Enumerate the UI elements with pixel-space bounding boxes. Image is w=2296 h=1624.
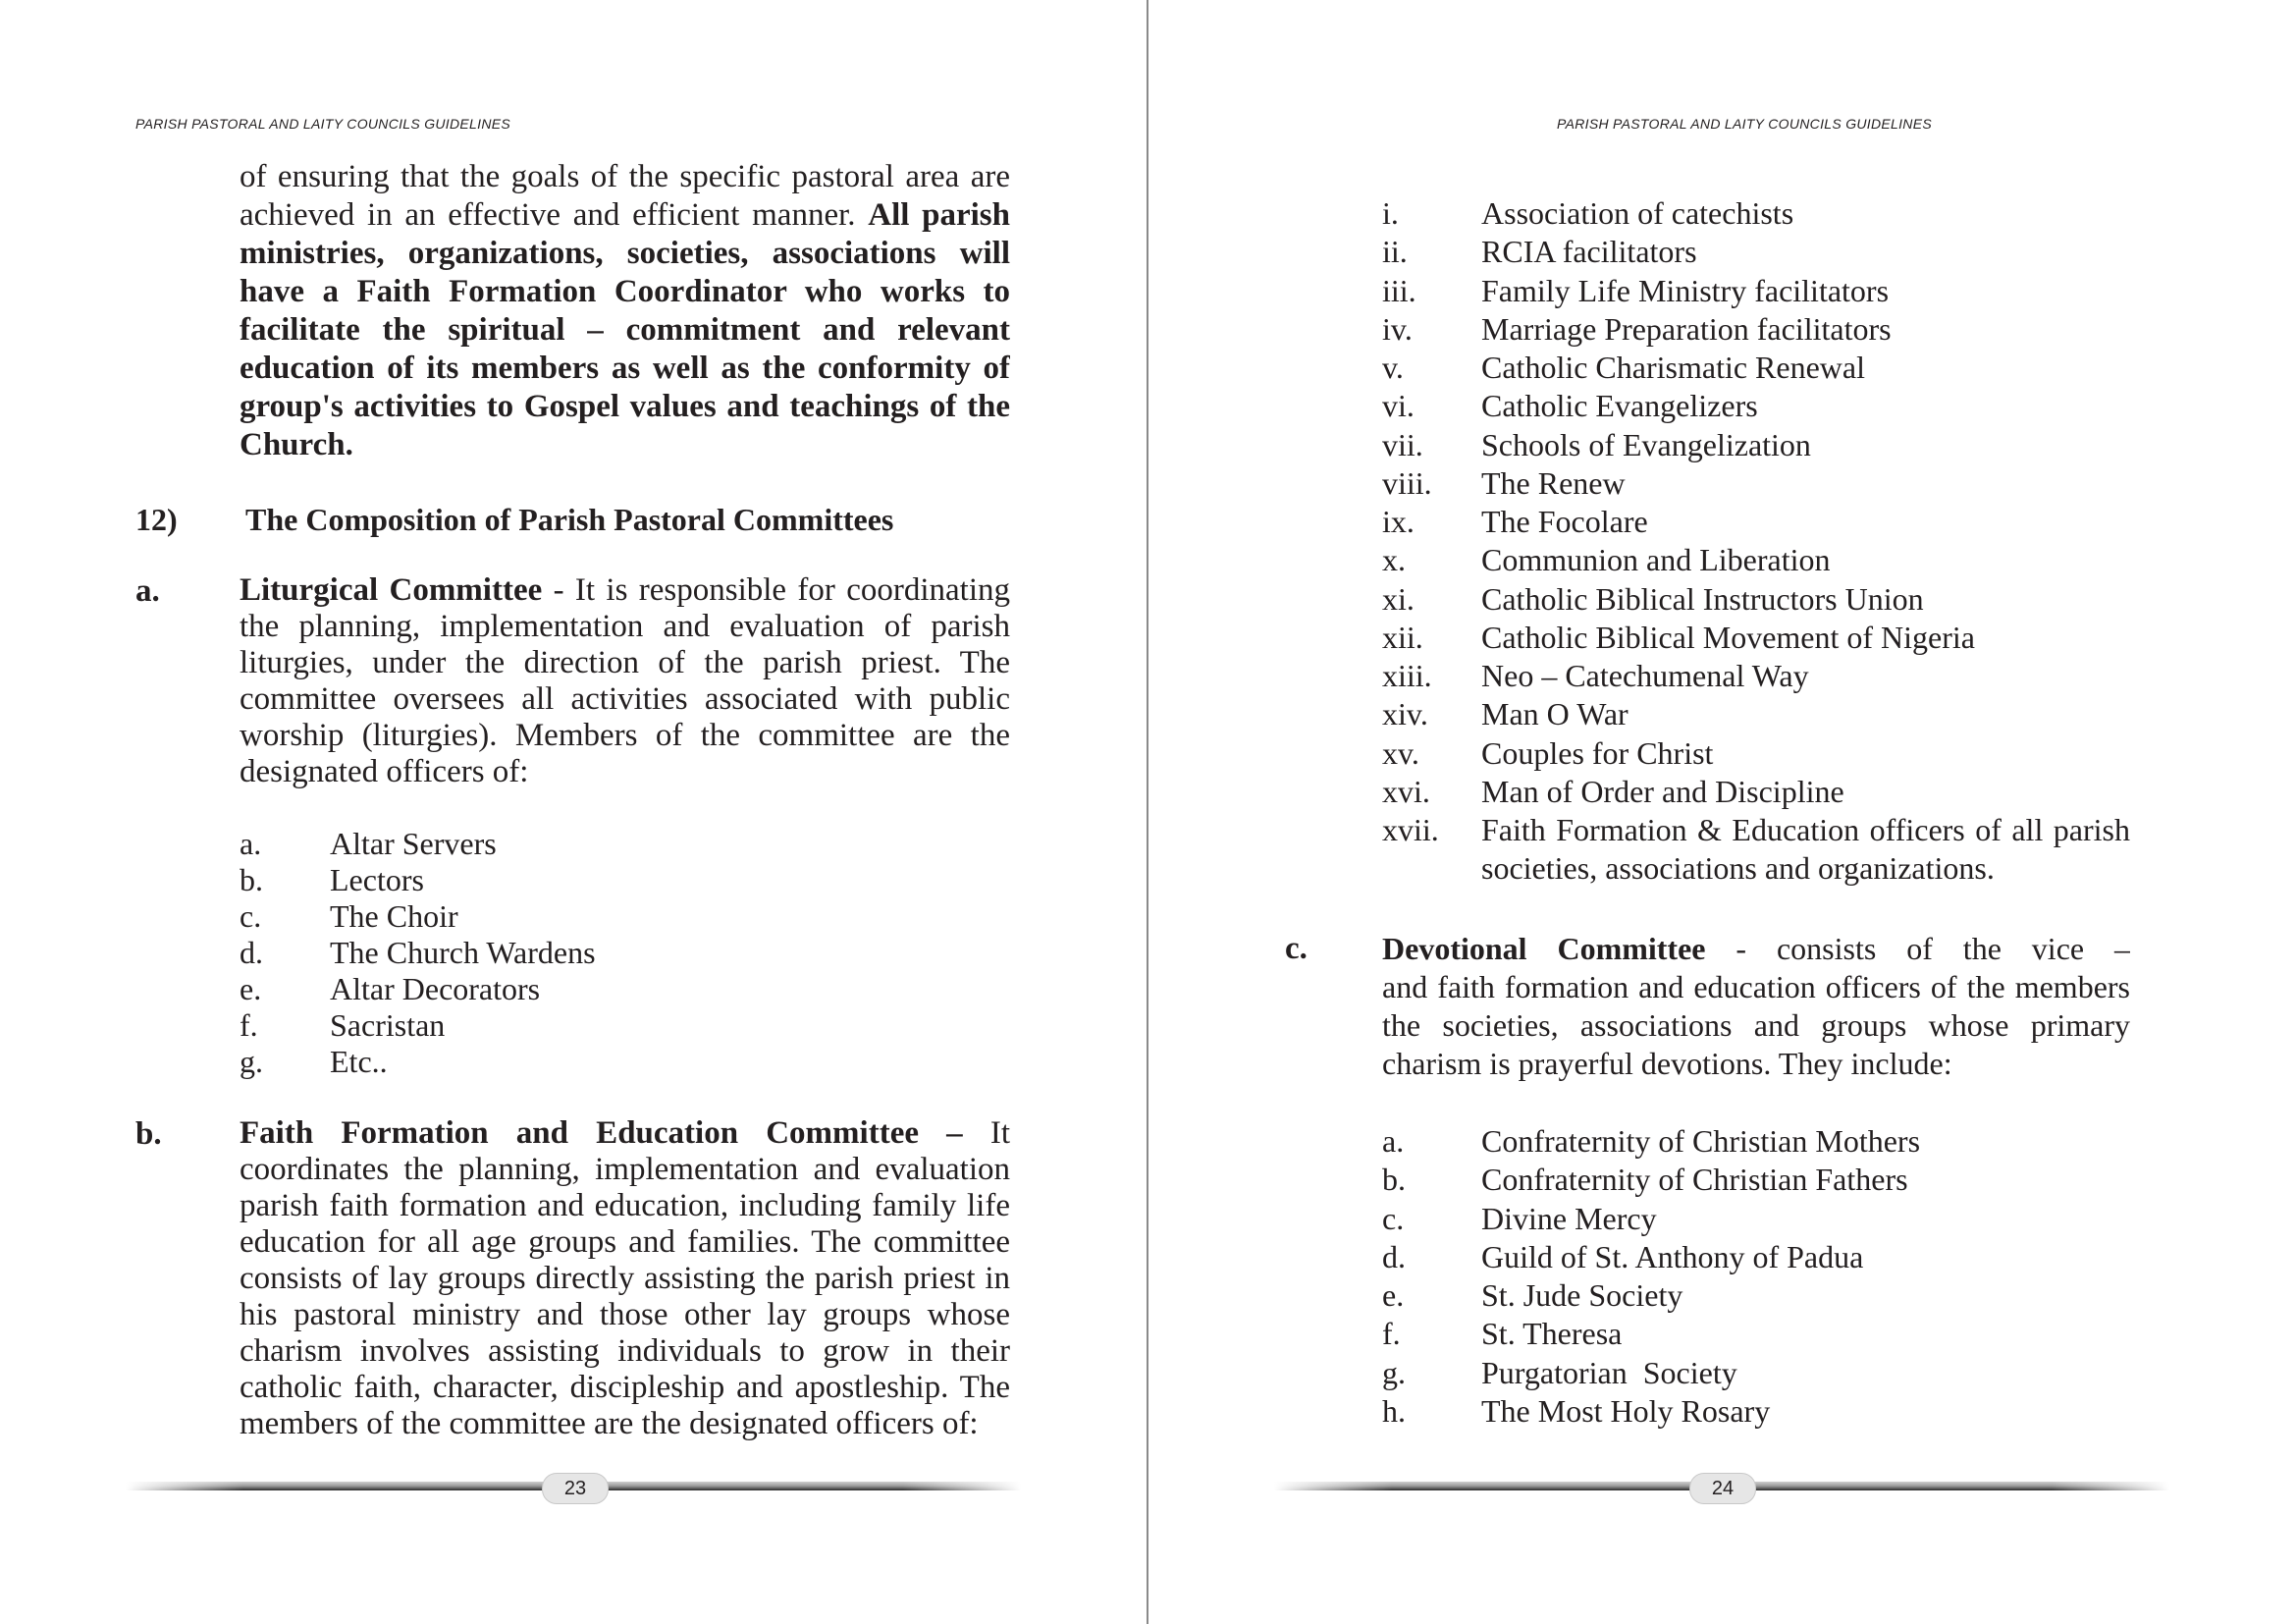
list-item-text: RCIA facilitators (1481, 234, 1697, 269)
item-a-paragraph (240, 572, 1010, 790)
list-item-mark: xiv. (1382, 696, 1428, 731)
list-item-mark: vi. (1382, 388, 1415, 423)
text-line: consists of lay groups directly assisting the parish priest in (240, 1261, 1010, 1296)
list-item-mark: ii. (1382, 234, 1408, 269)
list-item-mark: h. (1382, 1393, 1406, 1429)
running-head-right: PARISH PASTORAL AND LAITY COUNCILS GUIDELINES (1556, 116, 1932, 132)
list-item-text: St. Jude Society (1481, 1277, 1683, 1313)
item-b-mark: b. (135, 1116, 162, 1152)
list-item-mark: c. (240, 898, 262, 934)
text-line: the planning, implementation and evaluation of parish (240, 609, 1010, 644)
text-line: worship (liturgies). Members of the committee are the (240, 718, 1010, 753)
list-item-mark: xi. (1382, 581, 1415, 617)
list-item-text: Man of Order and Discipline (1481, 774, 1844, 809)
list-item-mark: xii. (1382, 620, 1423, 655)
page-number: 23 (542, 1473, 609, 1504)
list-item-mark: c. (1382, 1201, 1405, 1236)
text-line: coordinates the planning, implementation and evaluation (240, 1152, 1010, 1187)
text-segment-bold: All parish (868, 197, 1010, 233)
list-item-mark: d. (1382, 1239, 1406, 1274)
list-item-mark: i. (1382, 195, 1399, 231)
list-item-text: Purgatorian Society (1481, 1355, 1737, 1390)
list-item-text: Catholic Charismatic Renewal (1481, 350, 1865, 385)
item-b-title: Faith Formation and Education Committee – (240, 1115, 963, 1151)
text-line: designated officers of: (240, 754, 529, 789)
text-line: his pastoral ministry and those other lay groups whose (240, 1297, 1010, 1332)
list-item-text: Schools of Evangelization (1481, 427, 1811, 462)
item-c-paragraph (1382, 930, 2130, 1083)
list-item-mark: iii. (1382, 273, 1416, 308)
list-item-text: Divine Mercy (1481, 1201, 1657, 1236)
page-footer-left (126, 1473, 1021, 1502)
list-item-text: Catholic Evangelizers (1481, 388, 1758, 423)
footer-rule-fade (903, 1482, 1021, 1490)
text-line: liturgies, under the direction of the parish priest. The (240, 645, 1010, 680)
list-item-text: Neo – Catechumenal Way (1481, 658, 1809, 693)
text-line-bold: have a Faith Formation Coordinator who works to (240, 274, 1010, 309)
list-item-mark: b. (240, 862, 263, 897)
list-item-mark: viii. (1382, 465, 1432, 501)
running-head-left: PARISH PASTORAL AND LAITY COUNCILS GUIDELINES (135, 116, 511, 132)
list-item-text: Catholic Biblical Instructors Union (1481, 581, 1924, 617)
text-line: charism is prayerful devotions. They include: (1382, 1046, 1952, 1081)
list-item-mark: ix. (1382, 504, 1415, 539)
right-page (1148, 0, 2296, 1624)
list-item-mark: g. (1382, 1355, 1406, 1390)
list-item-mark: f. (1382, 1316, 1401, 1351)
text-line-bold: education of its members as well as the conformity of (240, 351, 1010, 386)
list-item-text: The Renew (1481, 465, 1626, 501)
list-item-text: The Focolare (1481, 504, 1648, 539)
page-footer-right (1274, 1473, 2169, 1502)
list-item-text: Communion and Liberation (1481, 542, 1831, 577)
list-item-mark: a. (1382, 1123, 1405, 1159)
page-number: 24 (1689, 1473, 1756, 1504)
list-item-text: Altar Decorators (330, 971, 541, 1006)
section-number: 12) (135, 502, 178, 537)
text-line (240, 1115, 1010, 1152)
section-title: The Composition of Parish Pastoral Committees (245, 502, 894, 537)
text-line: education for all age groups and families. The committee (240, 1224, 1010, 1260)
intro-paragraph (240, 158, 1010, 464)
list-item-mark: iv. (1382, 311, 1413, 347)
text-segment: - consists of the vice – (1735, 931, 2130, 966)
text-line: charism involves assisting individuals to grow in their (240, 1333, 1010, 1369)
list-item-text: St. Theresa (1481, 1316, 1623, 1351)
text-line: parish faith formation and education, including family life (240, 1188, 1010, 1223)
list-item-mark: f. (240, 1007, 258, 1043)
list-item-text: The Most Holy Rosary (1481, 1393, 1771, 1429)
list-item-mark: v. (1382, 350, 1404, 385)
list-item-mark: xiii. (1382, 658, 1432, 693)
list-item-text: Sacristan (330, 1007, 446, 1043)
list-item-text: Altar Servers (330, 826, 497, 861)
list-item-text: Family Life Ministry facilitators (1481, 273, 1890, 308)
list-item-text: Confraternity of Christian Fathers (1481, 1162, 1908, 1197)
list-item-text: Catholic Biblical Movement of Nigeria (1481, 620, 1975, 655)
list-item-mark: g. (240, 1044, 263, 1079)
list-item-text: Etc.. (330, 1044, 388, 1079)
list-item-mark: a. (240, 826, 262, 861)
item-c-title: Devotional Committee (1382, 931, 1706, 966)
list-item-mark: e. (240, 971, 262, 1006)
footer-rule-fade (1274, 1482, 1392, 1490)
list-item-mark: b. (1382, 1162, 1406, 1197)
list-item-mark: xv. (1382, 735, 1419, 771)
text-line: committee oversees all activities associated with public (240, 681, 1010, 717)
item-b-paragraph (240, 1115, 1010, 1442)
list-item-text: Association of catechists (1481, 195, 1794, 231)
item-a-title: Liturgical Committee (240, 572, 543, 608)
text-line-bold: facilitate the spiritual – commitment and relevant (240, 312, 1010, 348)
list-item-mark: d. (240, 935, 263, 970)
text-line-bold: Church. (240, 427, 353, 462)
footer-rule-fade (126, 1482, 243, 1490)
list-item-text: Confraternity of Christian Mothers (1481, 1123, 1921, 1159)
text-line (240, 196, 1010, 235)
list-item-text: Marriage Preparation facilitators (1481, 311, 1892, 347)
left-page (0, 0, 1147, 1624)
text-segment: achieved in an effective and efficient manner. (240, 197, 856, 233)
text-segment: - It is responsible for coordinating (542, 572, 1010, 608)
text-line: and faith formation and education officers of the members (1382, 969, 2130, 1004)
text-line: of ensuring that the goals of the specific pastoral area are (240, 159, 1010, 194)
list-item-text: Man O War (1481, 696, 1629, 731)
list-item-mark: e. (1382, 1277, 1405, 1313)
text-line (240, 572, 1010, 609)
list-item-text: The Church Wardens (330, 935, 596, 970)
list-item-mark: xvi. (1382, 774, 1430, 809)
list-item-text: Lectors (330, 862, 424, 897)
list-item-text: The Choir (330, 898, 458, 934)
list-item-text: Couples for Christ (1481, 735, 1714, 771)
text-line (1382, 930, 2130, 968)
list-item-text: societies, associations and organizations. (1481, 850, 1995, 886)
footer-rule-fade (2052, 1482, 2169, 1490)
text-line: catholic faith, character, discipleship and apostleship. The (240, 1370, 1010, 1405)
list-item-mark: xvii. (1382, 812, 1439, 847)
list-item-mark: x. (1382, 542, 1406, 577)
text-line-bold: group's activities to Gospel values and teachings of the (240, 389, 1010, 424)
list-item-text: Faith Formation & Education officers of all parish (1481, 812, 2130, 847)
list-item-text: Guild of St. Anthony of Padua (1481, 1239, 1864, 1274)
text-line: the societies, associations and groups whose primary (1382, 1007, 2130, 1043)
item-c-mark: c. (1285, 931, 1308, 966)
text-line: members of the committee are the designated officers of: (240, 1406, 979, 1441)
item-a-mark: a. (135, 573, 160, 609)
text-segment: It (989, 1115, 1010, 1151)
list-item-mark: vii. (1382, 427, 1423, 462)
text-line-bold: ministries, organizations, societies, associations will (240, 236, 1010, 271)
